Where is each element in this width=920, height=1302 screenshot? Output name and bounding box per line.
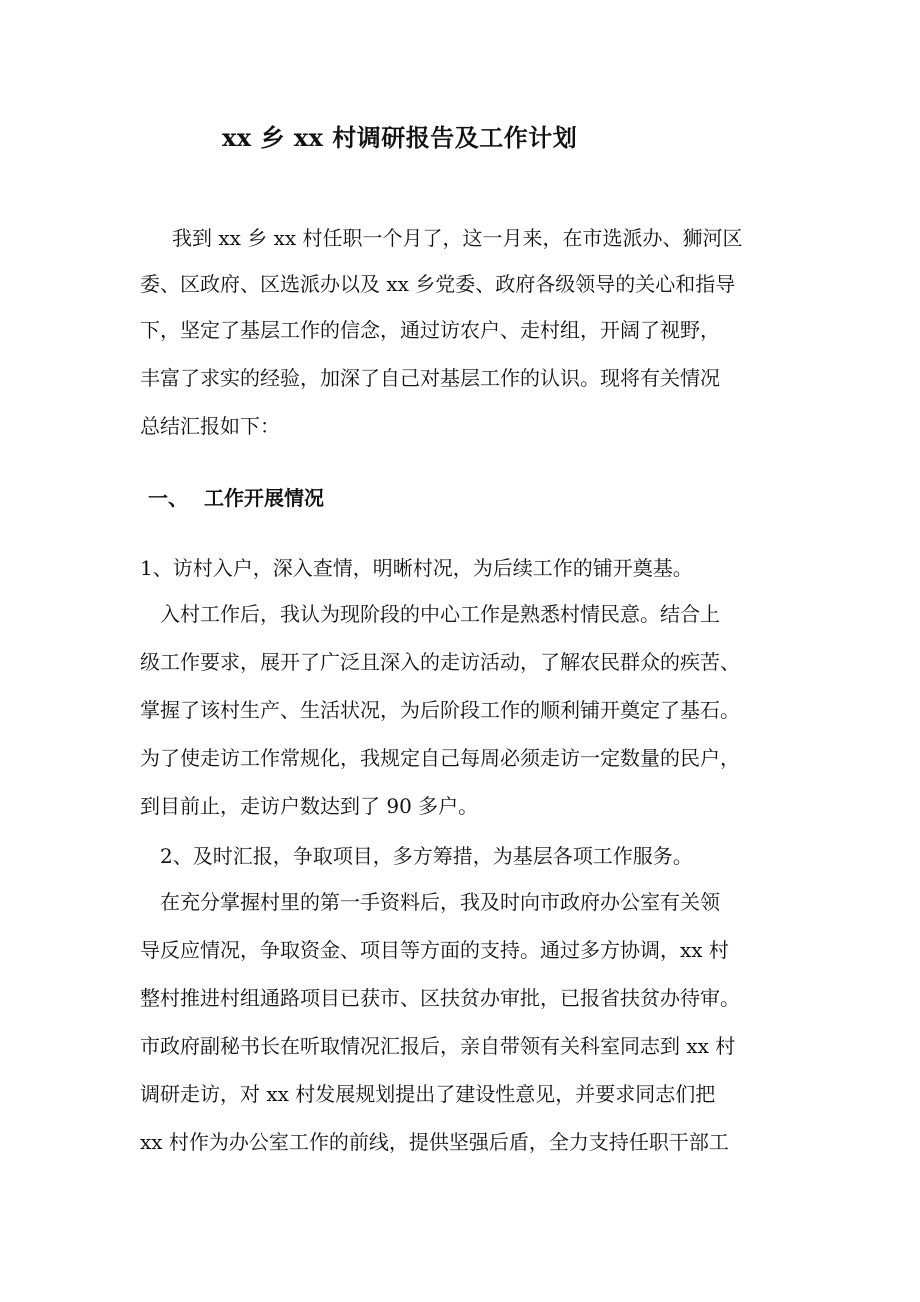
paragraph-line: xx 村作为办公室工作的前线，提供坚强后盾，全力支持任职干部工 (140, 1130, 729, 1154)
paragraph-line: 在充分掌握村里的第一手资料后，我及时向市政府办公室有关领 (160, 890, 720, 914)
paragraph-line: 调研走访，对 xx 村发展规划提出了建设性意见，并要求同志们把 (140, 1082, 716, 1106)
paragraph-line: 级工作要求，展开了广泛且深入的走访活动，了解农民群众的疾苦、 (140, 650, 740, 674)
paragraph-line: 到目前止，走访户数达到了 90 多户。 (140, 794, 479, 818)
document-title: xx 乡 xx 村调研报告及工作计划 (222, 123, 578, 152)
item-heading: 2、及时汇报，争取项目，多方筹措，为基层各项工作服务。 (160, 844, 693, 868)
intro-line: 总结汇报如下： (140, 414, 280, 438)
paragraph-line: 入村工作后，我认为现阶段的中心工作是熟悉村情民意。结合上 (160, 602, 720, 626)
intro-line: 我到 xx 乡 xx 村任职一个月了，这一月来，在市选派办、狮河区 (172, 226, 743, 250)
item-heading: 1、访村入户，深入查情，明晰村况，为后续工作的铺开奠基。 (140, 556, 693, 580)
paragraph-line: 整村推进村组通路项目已获市、区扶贫办审批，已报省扶贫办待审。 (140, 986, 740, 1010)
intro-line: 丰富了求实的经验，加深了自己对基层工作的认识。现将有关情况 (140, 366, 720, 390)
paragraph-line: 为了使走访工作常规化，我规定自己每周必须走访一定数量的民户， (140, 746, 740, 770)
paragraph-line: 市政府副秘书长在听取情况汇报后，亲自带领有关科室同志到 xx 村 (140, 1034, 736, 1058)
paragraph-line: 导反应情况，争取资金、项目等方面的支持。通过多方协调，xx 村 (140, 938, 729, 962)
section-number: 一、 (148, 486, 188, 510)
intro-line: 下，坚定了基层工作的信念，通过访农户、走村组，开阔了视野， (140, 318, 720, 342)
section-heading (148, 482, 324, 511)
intro-line: 委、区政府、区选派办以及 xx 乡党委、政府各级领导的关心和指导 (140, 272, 736, 296)
paragraph-line: 掌握了该村生产、生活状况，为后阶段工作的顺利铺开奠定了基石。 (140, 698, 740, 722)
section-title: 工作开展情况 (204, 486, 324, 510)
